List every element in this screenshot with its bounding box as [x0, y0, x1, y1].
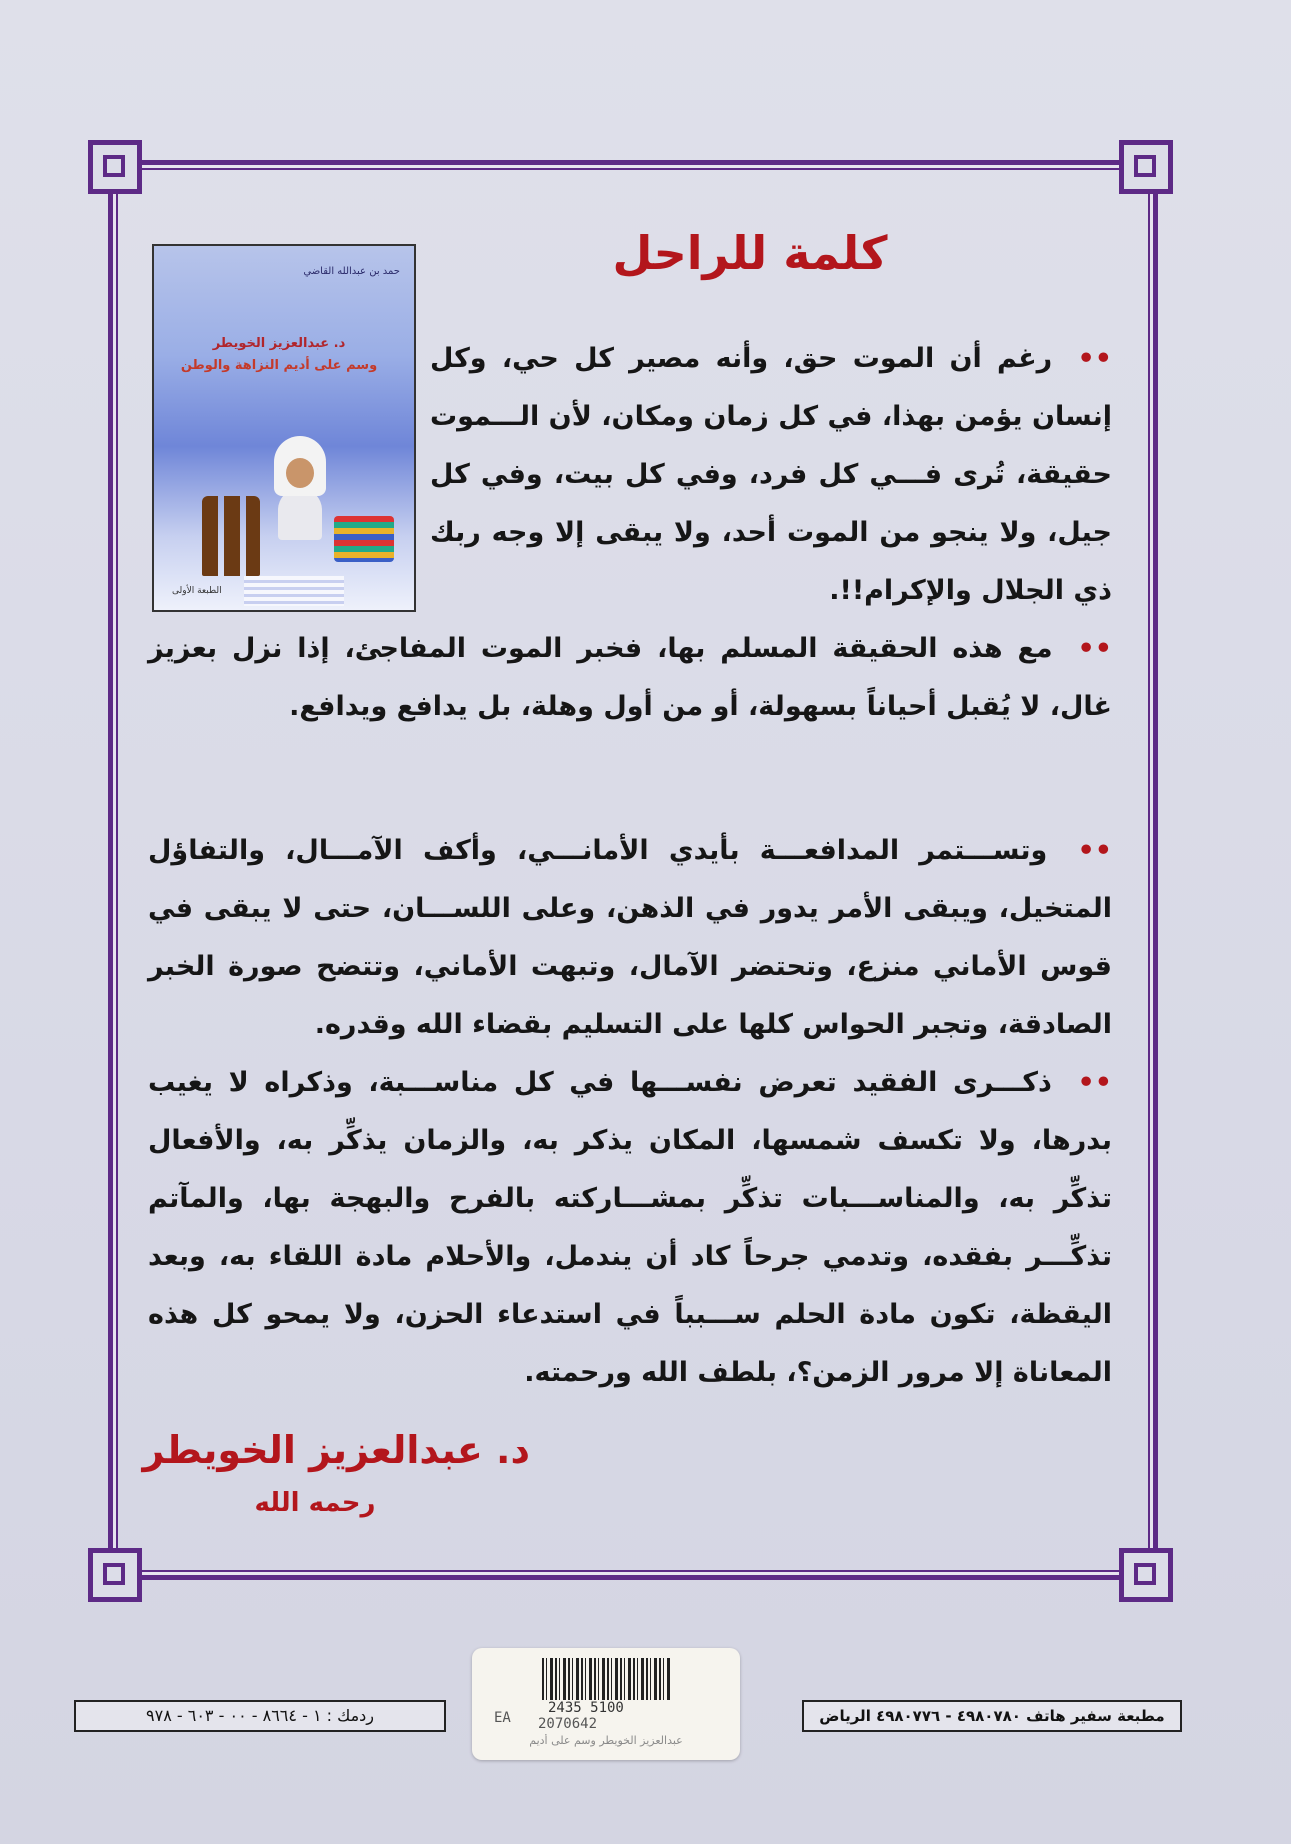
cover-title: د. عبدالعزيز الخويطر [212, 336, 346, 351]
cover-edition-label: الطبعة الأولى [172, 586, 222, 596]
paragraph-text: ذكـــرى الفقيد تعرض نفســـها في كل مناســـبة، وذكراه لا يغيب بدرها، ولا تكسف شمسها، المكان يذكر به، والزمان يذكِّر به، والأفعال تذكِّر به، والمناســـبات تذكِّر بمشـــاركته بالفرح والبهجة بها، والمآتم تذكِّـــر بفقده، وتدمي جرحاً كاد أن يندمل، والأحلام مادة اللقاء به، وبعد اليقظة، تكون مادة الحلم ســـبباً في استدعاء الحزن، ولا يمحو كل هذه المعاناة إلا مرور الزمن؟، بلطف الله ورحمته. [148, 1067, 1112, 1388]
bullet-icon: •• [1077, 835, 1112, 866]
barcode-digits: 2435 5100 [548, 1700, 624, 1716]
signature-name: د. عبدالعزيز الخويطر [142, 1428, 530, 1472]
cover-books-illustration [334, 516, 394, 562]
bullet-icon: •• [1077, 633, 1112, 664]
sticker-prefix: EA [494, 1710, 511, 1726]
paragraph [148, 1054, 1112, 1402]
cover-subtitle: وسم على أديم النزاهة والوطن [180, 358, 378, 373]
paragraph [148, 620, 1112, 736]
page-title: كلمة للراحل [612, 226, 888, 280]
frame-corner-ornament [1119, 1548, 1173, 1602]
barcode-icon [542, 1658, 672, 1700]
paragraph [430, 330, 1112, 620]
frame-corner-ornament [88, 140, 142, 194]
paragraph-text: رغم أن الموت حق، وأنه مصير كل حي، وكل إنسان يؤمن بهذا، في كل زمان ومكان، لأن الـــموت حقيقة، تُرى فـــي كل فرد، وفي كل بيت، وفي كل جيل، ولا ينجو من الموت أحد، ولا يبقى إلا وجه ربك ذي الجلال والإكرام!!. [430, 343, 1112, 606]
cover-portrait-face [286, 458, 314, 488]
signature-note: رحمه الله [254, 1488, 376, 1518]
cover-author: حمد بن عبدالله القاضي [303, 266, 400, 277]
isbn-label: ردمك : ١ - ٨٦٦٤ - ٠٠ - ٦٠٣ - ٩٧٨ [74, 1700, 446, 1732]
paragraph [148, 822, 1112, 1054]
paragraph-text: وتســـتمر المدافعـــة بأيدي الأمانـــي، وأكف الآمـــال، والتفاؤل المتخيل، ويبقى الأمر يدور في الذهن، وعلى اللســـان، حتى لا يبقى في قوس الأماني منزع، وتحتضر الآمال، وتبهت الأماني، وتتضح صورة الخبر الصادقة، وتجبر الحواس كلها على التسليم بقضاء الله وقدره. [148, 835, 1112, 1040]
barcode-sticker [472, 1648, 740, 1760]
cover-stairs-illustration [244, 576, 344, 606]
bullet-icon: •• [1077, 343, 1113, 374]
sticker-number: 2070642 [538, 1716, 598, 1732]
cover-bottles-illustration [202, 496, 260, 576]
sticker-title: عبدالعزيز الخويطر وسم على أديم [529, 1734, 683, 1747]
book-cover-thumbnail [152, 244, 416, 612]
printer-label: مطبعة سفير هاتف ٤٩٨٠٧٨٠ - ٤٩٨٠٧٧٦ الرياض [802, 1700, 1182, 1732]
paragraph-text: مع هذه الحقيقة المسلم بها، فخبر الموت المفاجئ، إذا نزل بعزيز غال، لا يُقبل أحياناً بسهولة، أو من أول وهلة، بل يدافع ويدافع. [148, 633, 1112, 722]
frame-corner-ornament [88, 1548, 142, 1602]
frame-corner-ornament [1119, 140, 1173, 194]
bullet-icon: •• [1077, 1067, 1112, 1098]
